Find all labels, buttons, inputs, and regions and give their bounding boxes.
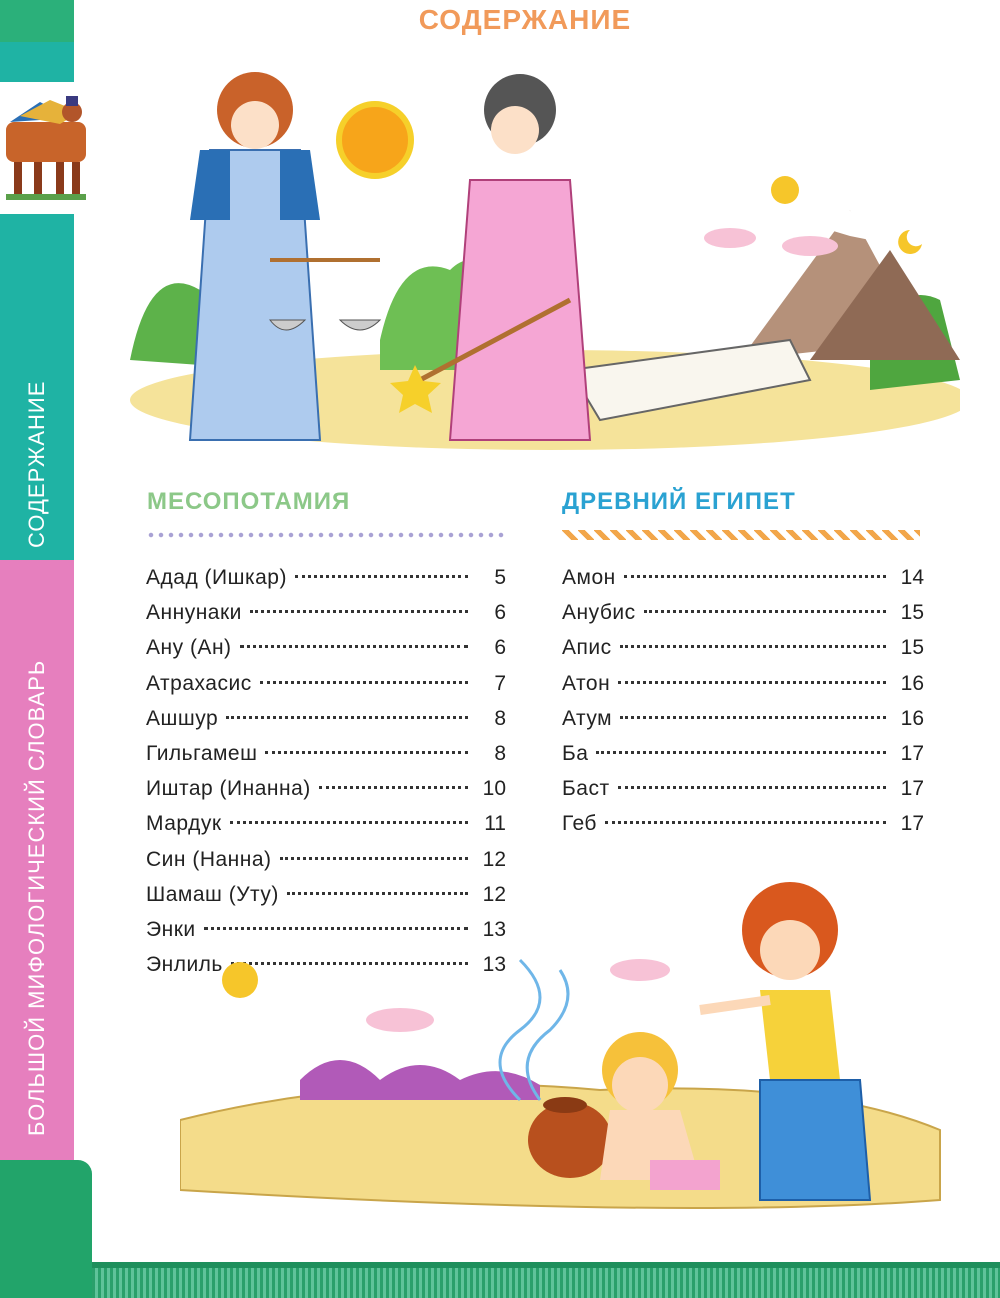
toc-entry[interactable]: [562, 666, 924, 701]
entry-page: 12: [482, 847, 506, 871]
top-illustration: [130, 40, 960, 460]
toc-entry[interactable]: [146, 701, 506, 736]
sun-icon: [222, 962, 258, 998]
entry-name: Анубис: [562, 601, 636, 625]
entry-name: Аннунаки: [146, 601, 242, 625]
entry-page: 16: [900, 706, 924, 730]
leader-dots: [620, 645, 886, 648]
leader-dots: [624, 575, 886, 578]
lamassu-emblem: [0, 82, 92, 214]
toc-entry[interactable]: [146, 630, 506, 665]
mesopotamia-divider: [146, 530, 506, 540]
entry-page: 5: [494, 566, 506, 589]
leader-dots: [618, 681, 886, 684]
side-bottom-corner: [0, 1160, 92, 1298]
bottom-illustration: [180, 860, 960, 1240]
entry-name: Ба: [562, 741, 589, 765]
leader-dots: [265, 751, 468, 754]
entry-page: 13: [482, 917, 506, 941]
entry-page: 6: [494, 601, 506, 625]
side-section-label: СОДЕРЖАНИЕ: [24, 380, 49, 548]
toc-entry[interactable]: [146, 736, 506, 771]
moon-icon: [898, 230, 922, 254]
side-book-title: БОЛЬШОЙ МИФОЛОГИЧЕСКИЙ СЛОВАРЬ: [24, 659, 49, 1136]
toc-entry[interactable]: [562, 630, 924, 665]
entry-page: 11: [484, 812, 506, 836]
egypt-toc: [562, 560, 924, 842]
entry-page: 17: [900, 777, 924, 801]
entry-name: Шамаш (Уту): [146, 882, 279, 906]
toc-entry[interactable]: [562, 736, 924, 771]
leader-dots: [226, 716, 468, 719]
entry-name: Баст: [562, 777, 610, 801]
entry-page: 17: [900, 812, 924, 836]
lamassu-icon: [0, 82, 92, 214]
entry-page: 8: [494, 741, 506, 765]
mesopotamia-title: МЕСОПОТАМИЯ: [147, 488, 351, 515]
entry-page: 10: [482, 777, 506, 801]
sun-icon: [771, 176, 799, 204]
leader-dots: [620, 716, 886, 719]
leader-dots: [319, 786, 468, 789]
leader-dots: [618, 786, 886, 789]
leader-dots: [644, 610, 886, 613]
egypt-title: ДРЕВНИЙ ЕГИПЕТ: [562, 488, 796, 515]
leader-dots: [295, 575, 468, 578]
entry-name: Амон: [562, 566, 616, 589]
entry-page: 7: [494, 671, 506, 695]
entry-name: Апис: [562, 636, 612, 660]
entry-name: Иштар (Инанна): [146, 777, 311, 801]
entry-page: 14: [900, 566, 924, 589]
egypt-divider: [562, 530, 920, 540]
entry-page: 17: [900, 741, 924, 765]
entry-page: 16: [900, 671, 924, 695]
entry-name: Атум: [562, 706, 613, 730]
entry-name: Атон: [562, 671, 611, 695]
entry-page: 15: [900, 601, 924, 625]
entry-name: Энлиль: [146, 953, 223, 977]
toc-entry[interactable]: [146, 560, 506, 595]
leader-dots: [240, 645, 468, 648]
entry-name: Син (Нанна): [146, 847, 272, 871]
toc-entry[interactable]: [562, 806, 924, 841]
toc-entry[interactable]: [562, 560, 924, 595]
toc-entry[interactable]: [146, 806, 506, 841]
entry-page: 13: [482, 953, 506, 977]
toc-entry[interactable]: [146, 771, 506, 806]
entry-name: Адад (Ишкар): [146, 566, 287, 589]
leader-dots: [596, 751, 886, 754]
toc-entry[interactable]: [146, 595, 506, 630]
pot-icon: [528, 1102, 612, 1178]
toc-entry[interactable]: [562, 701, 924, 736]
entry-name: Ану (Ан): [146, 636, 232, 660]
bottom-border-stripe: [92, 1268, 1000, 1298]
toc-entry[interactable]: [562, 595, 924, 630]
entry-name: Атрахасис: [146, 671, 252, 695]
entry-name: Гильгамеш: [146, 741, 258, 765]
sun-orb-icon: [339, 104, 411, 176]
entry-page: 6: [494, 636, 506, 660]
leader-dots: [260, 681, 468, 684]
leader-dots: [250, 610, 468, 613]
toc-entry[interactable]: [562, 771, 924, 806]
entry-page: 8: [494, 706, 506, 730]
page-title: СОДЕРЖАНИЕ: [418, 4, 632, 35]
entry-name: Мардук: [146, 812, 222, 836]
leader-dots: [230, 821, 468, 824]
entry-page: 12: [482, 882, 506, 906]
entry-page: 15: [900, 636, 924, 660]
leader-dots: [605, 821, 886, 824]
toc-entry[interactable]: [146, 666, 506, 701]
entry-name: Ашшур: [146, 706, 219, 730]
entry-name: Геб: [562, 812, 597, 836]
entry-name: Энки: [146, 917, 196, 941]
